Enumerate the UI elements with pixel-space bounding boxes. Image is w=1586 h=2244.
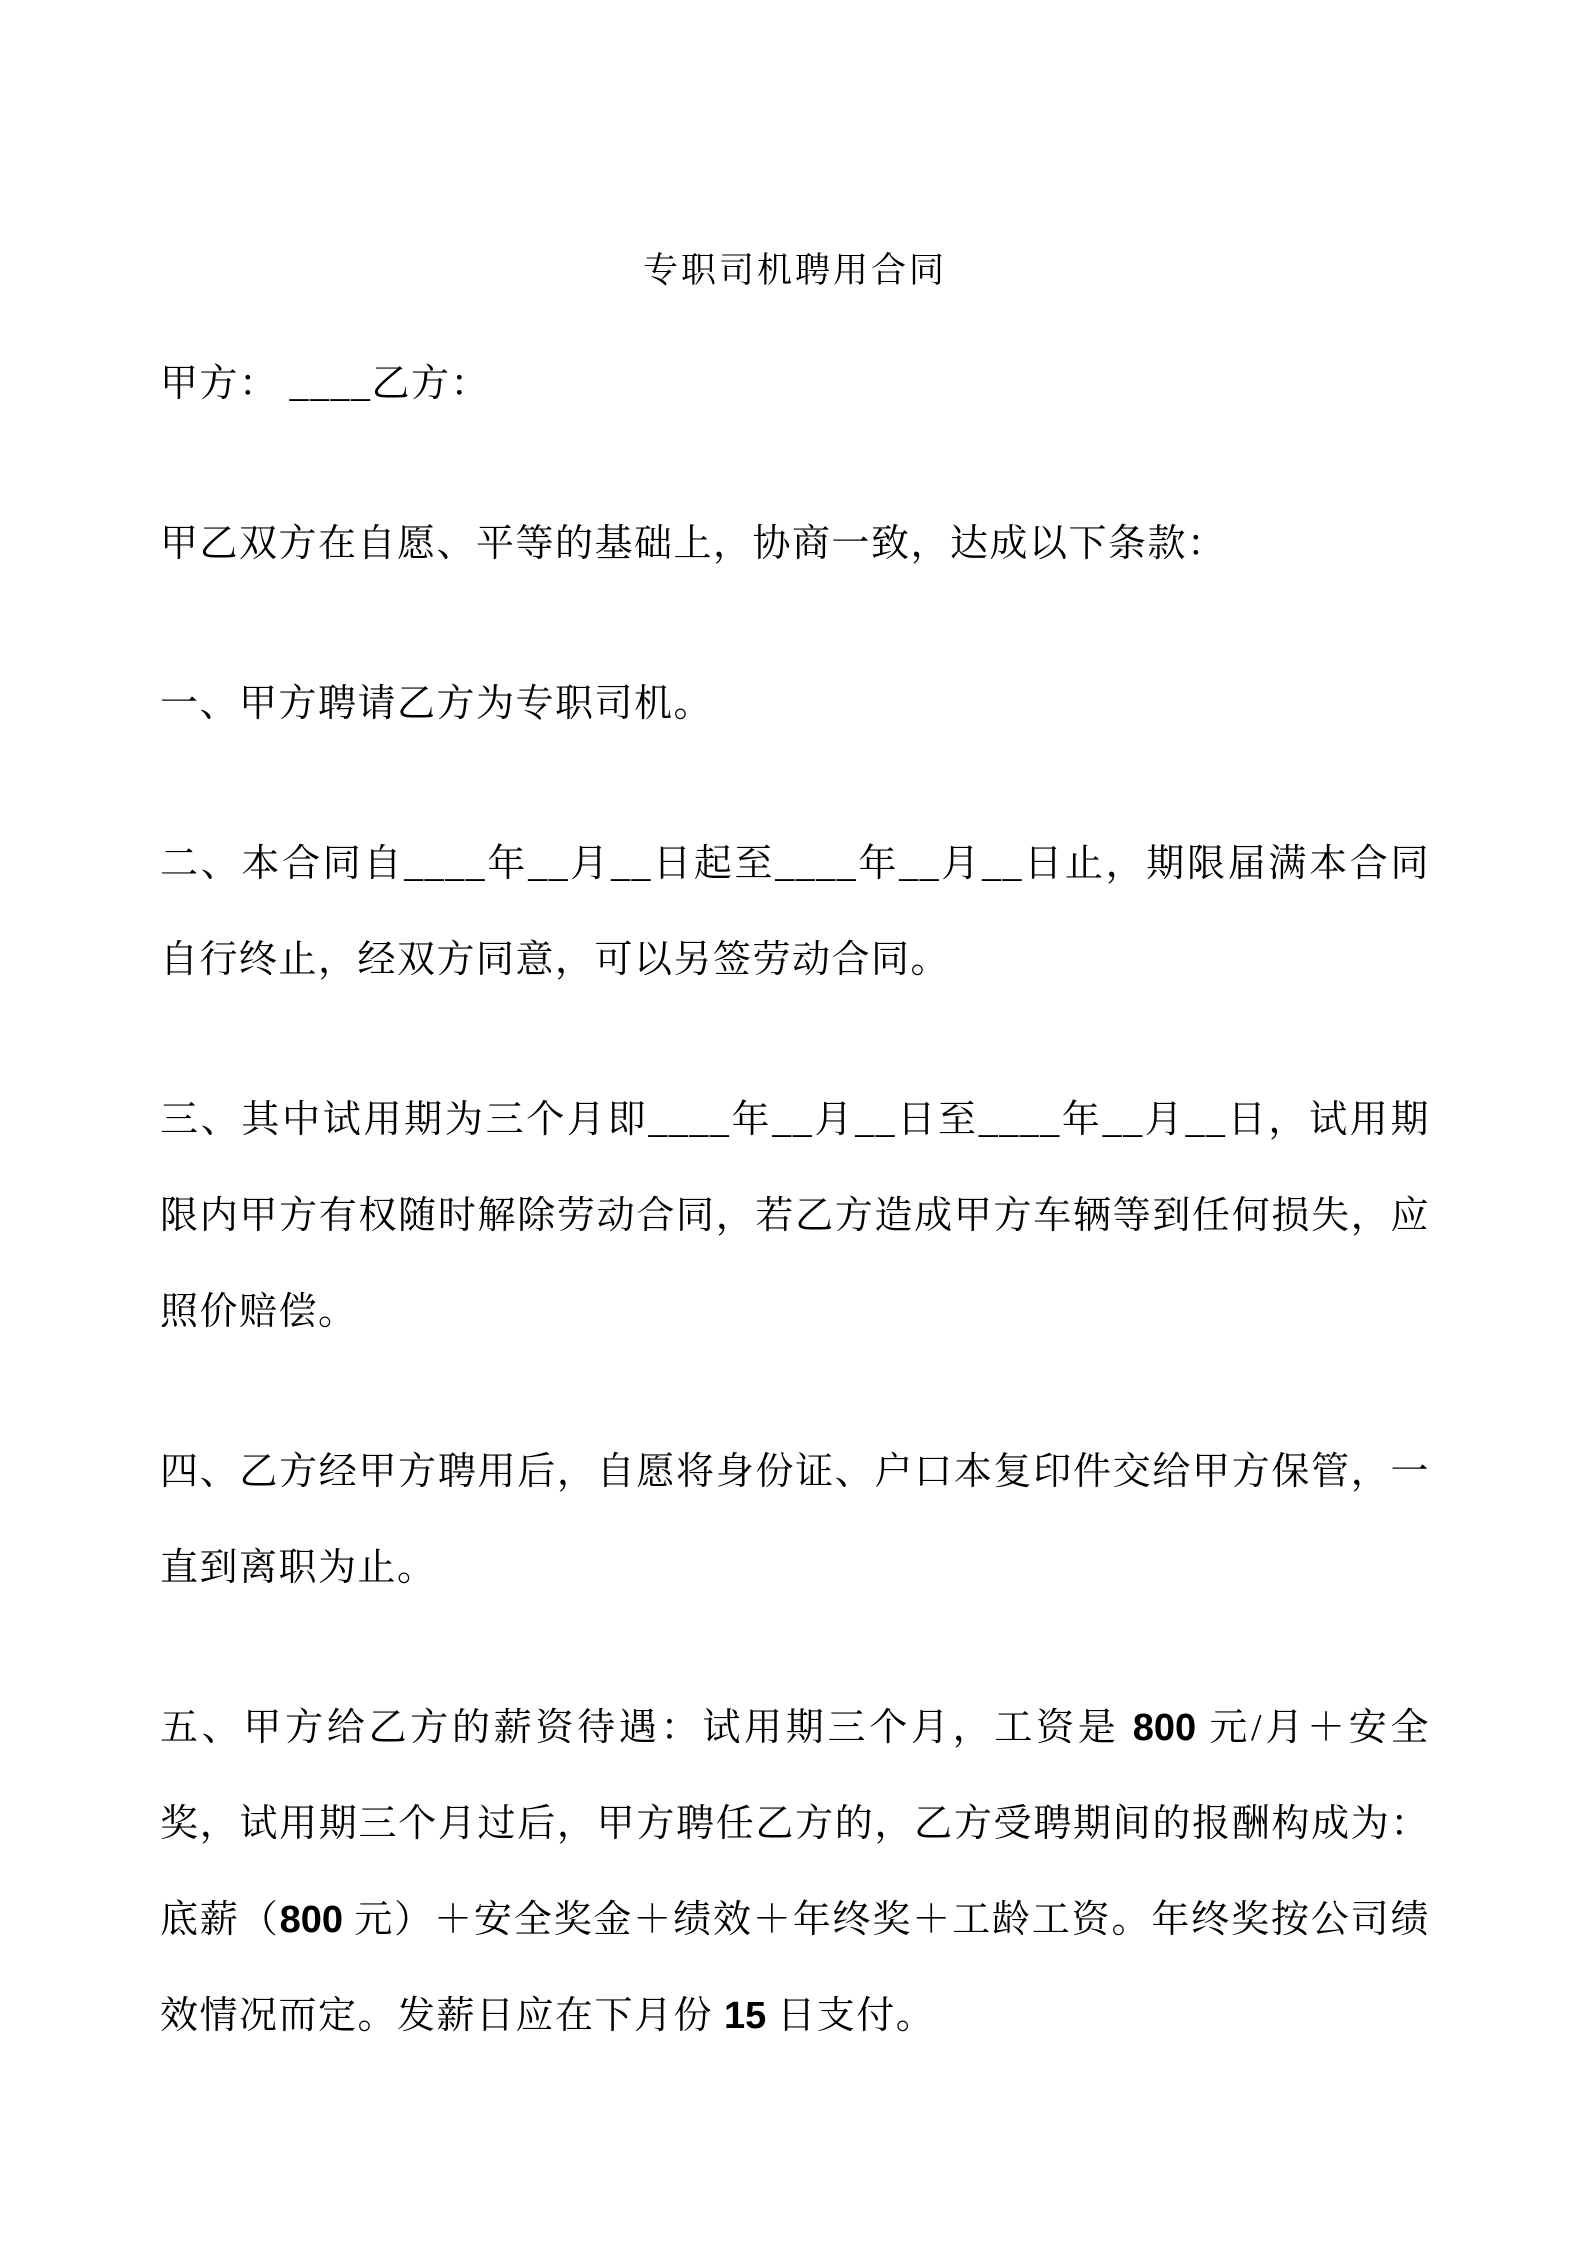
clause-1-engagement: 一、甲方聘请乙方为专职司机。 [160, 683, 714, 725]
bold-number-text: 800 [279, 1899, 343, 1941]
clause-text-run: 日支付。 [766, 1995, 936, 2037]
clause-4-documents-custody: 四、乙方经甲方聘用后，自愿将身份证、户口本复印件交给甲方保管，一直到离职为止。 [160, 1451, 1430, 1589]
clause-3-probation-period: 三、其中试用期为三个月即____年__月__日至____年__月__日，试用期限内甲方有权随时解除劳动合同，若乙方造成甲方车辆等到任何损失，应照价赔偿。 [160, 1099, 1430, 1333]
clause-text-run: 元）＋安全奖金＋绩效＋年终奖＋工龄工资。年终奖按公司绩效情况而定。发薪日应在下月份 [160, 1899, 1430, 2037]
bold-number-text: 15 [724, 1995, 767, 2037]
parties-line: 甲方： ____乙方： [160, 363, 491, 405]
clause-5-salary-terms [160, 1680, 1430, 2064]
document-title: 专职司机聘用合同 [642, 251, 947, 290]
intro-paragraph: 甲乙双方在自愿、平等的基础上，协商一致，达成以下条款： [160, 523, 1227, 565]
bold-number-text: 800 [1132, 1707, 1197, 1749]
clause-2-contract-term: 二、本合同自____年__月__日起至____年__月__日止，期限届满本合同自行终止，经双方同意，可以另签劳动合同。 [160, 843, 1430, 981]
clause-text-run: 元/月＋安全奖，试用期三个月过后，甲方聘任乙方的，乙方受聘期间的报酬构成为：底薪（ [160, 1707, 1430, 1941]
clause-text-run: 五、甲方给乙方的薪资待遇：试用期三个月，工资是 [160, 1707, 1133, 1749]
